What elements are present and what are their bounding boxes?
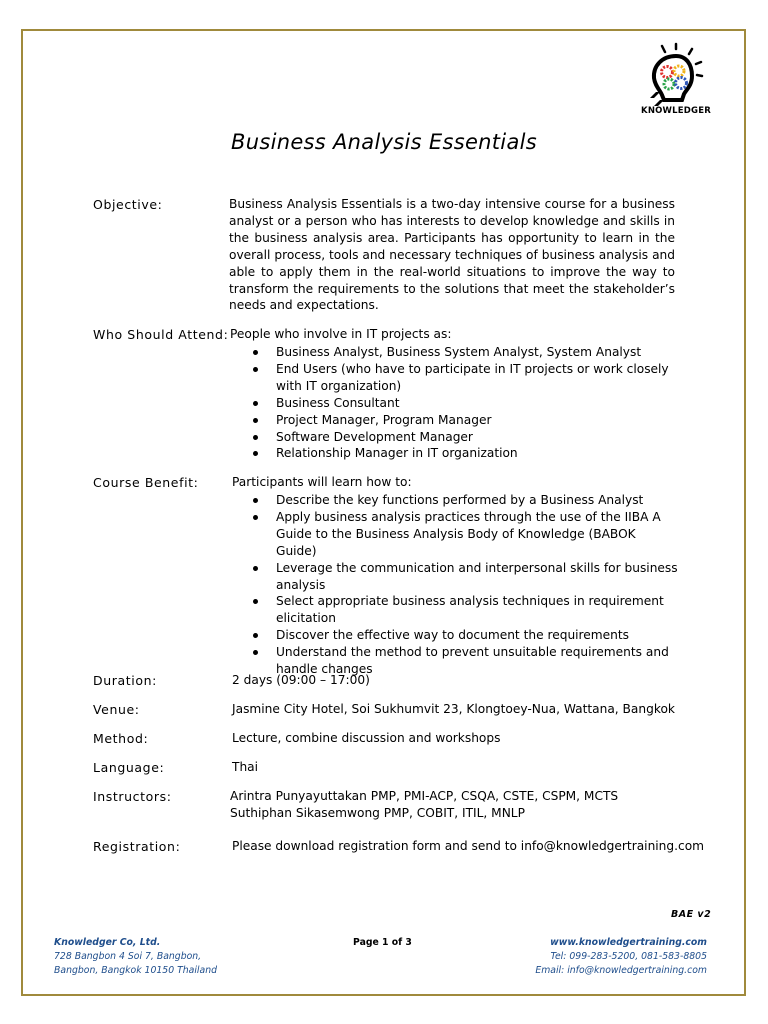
document-title: Business Analysis Essentials [231,130,537,154]
list-item-text: Select appropriate business analysis techniques in requirement elicitation [276,594,664,626]
bullet-icon [253,633,258,638]
list-item-text: Understand the method to prevent unsuitable requirements and handle changes [276,645,669,677]
bullet-icon [253,498,258,503]
bullet-icon [253,566,258,571]
list-item [250,593,680,627]
bullet-icon [253,650,258,655]
venue-label: Venue: [93,702,140,717]
bullet-icon [253,451,258,456]
footer-company-block [54,936,217,979]
logo-text: KNOWLEDGER [641,106,711,116]
footer-contact-block [535,936,707,979]
list-item [250,560,680,594]
company-name: Knowledger Co, Ltd. [54,937,161,948]
language-value: Thai [232,760,259,774]
registration-label: Registration: [93,839,181,854]
telephone: Tel: 099-283-5200, 081-583-8805 [550,951,707,963]
list-item-text: Business Analyst, Business System Analyst, System Analyst [276,345,642,359]
list-item [250,445,680,462]
bullet-icon [253,515,258,520]
method-label: Method: [93,731,149,746]
version-tag: BAE v2 [671,909,712,920]
list-item [250,509,680,560]
benefit-intro: Participants will learn how to: [232,475,412,489]
list-item-text: Software Development Manager [276,429,473,444]
venue-value: Jasmine City Hotel, Soi Sukhumvit 23, Klongtoey-Nua, Wattana, Bangkok [232,702,675,716]
instructor-1: Arintra Punyayuttakan PMP, PMI-ACP, CSQA, CSTE, CSPM, MCTS [230,789,619,803]
list-item-text: Project Manager, Program Manager [276,412,492,427]
list-item [250,361,680,395]
list-item [250,627,680,644]
instructor-2: Suthiphan Sikasemwong PMP, COBIT, ITIL, MNLP [230,806,525,820]
list-item-text: Apply business analysis practices through the use of the IIBA A Guide to the Business Analysis Body of Knowledge (BABOK Guide) [276,509,661,558]
bullet-icon [253,350,258,355]
list-item-text: End Users (who have to participate in IT projects or work closely with IT organization) [276,361,669,393]
bullet-icon [253,418,258,423]
list-item-text: Relationship Manager in IT organization [276,446,518,461]
duration-label: Duration: [93,673,157,688]
objective-text: Business Analysis Essentials is a two-day intensive course for a business analyst or a person who has interests to develop knowledge and skills in the business analysis area. Participants has opportunity to learn in the overall process, tools and necessary techniques of business analysis and able to apply them in the real-world situations to improve the way to transform the requirements to the solutions that meet the stakeholder’s needs and expectations. [229,197,675,313]
bullet-icon [253,401,258,406]
attend-list [250,344,680,462]
list-item [250,344,680,361]
bullet-icon [253,367,258,372]
list-item-text: Leverage the communication and interpersonal skills for business analysis [276,560,678,592]
bullet-icon [253,599,258,604]
list-item-text: Discover the effective way to document the requirements [276,628,630,643]
list-item [250,395,680,412]
company-address-2: Bangbon, Bangkok 10150 Thailand [54,965,217,977]
list-item [250,412,680,429]
list-item-text: Describe the key functions performed by a Business Analyst [276,493,644,507]
email-link[interactable]: Email: info@knowledgertraining.com [535,965,707,977]
duration-value: 2 days (09:00 – 17:00) [232,673,370,687]
list-item [250,429,680,446]
website-link[interactable]: www.knowledgertraining.com [550,937,707,948]
benefit-list [250,492,680,678]
registration-value: Please download registration form and send to info@knowledgertraining.com [232,839,705,853]
list-item [250,492,680,509]
method-value: Lecture, combine discussion and workshops [232,731,501,745]
language-label: Language: [93,760,165,775]
list-item-text: Business Consultant [276,395,400,410]
objective-label: Objective: [93,197,163,212]
attend-label: Who Should Attend: [93,327,229,342]
page-number: Page 1 of 3 [353,937,412,948]
instructors-label: Instructors: [93,789,172,804]
bullet-icon [253,435,258,440]
benefit-label: Course Benefit: [93,475,199,490]
attend-intro: People who involve in IT projects as: [230,327,452,341]
company-address-1: 728 Bangbon 4 Soi 7, Bangbon, [54,951,202,963]
